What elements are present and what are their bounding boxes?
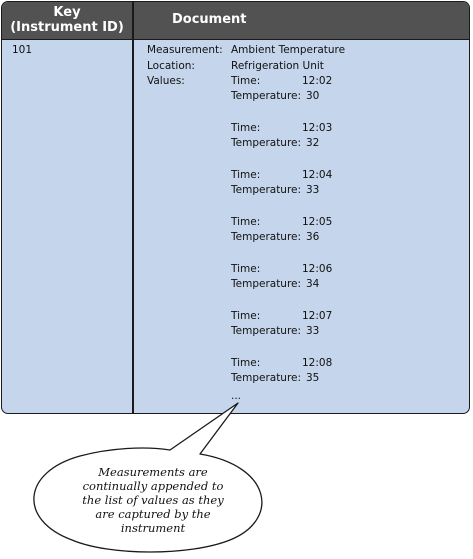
key-header-line2: (Instrument ID) <box>10 20 124 35</box>
reading-temp-label: Temperature: <box>231 184 302 196</box>
measurement-value: Ambient Temperature <box>231 44 346 56</box>
reading-time: 12:04 <box>302 169 333 181</box>
instrument-id: 101 <box>12 44 33 56</box>
reading-time: 12:03 <box>302 122 333 134</box>
callout-line: are captured by the <box>95 507 211 521</box>
reading-time-label: Time: <box>231 357 261 369</box>
reading-temp: 33 <box>306 325 320 337</box>
location-value: Refrigeration Unit <box>231 60 324 72</box>
reading-temp: 33 <box>306 184 320 196</box>
callout-line: continually appended to <box>82 479 224 493</box>
location-label: Location: <box>147 60 195 72</box>
reading-time-label: Time: <box>231 122 261 134</box>
callout-line: the list of values as they <box>82 493 224 507</box>
reading-temp: 30 <box>306 90 320 102</box>
reading-temp: 32 <box>306 137 320 149</box>
reading-temp-label: Temperature: <box>231 372 302 384</box>
callout-line: instrument <box>120 521 186 535</box>
reading-temp: 34 <box>306 278 320 290</box>
ellipsis: ... <box>231 390 242 402</box>
reading-temp: 35 <box>306 372 320 384</box>
reading-temp-label: Temperature: <box>231 231 302 243</box>
reading-time-label: Time: <box>231 263 261 275</box>
callout-text <box>50 465 256 535</box>
reading-time-label: Time: <box>231 75 261 87</box>
reading-time: 12:07 <box>302 310 333 322</box>
reading-temp-label: Temperature: <box>231 325 302 337</box>
reading-time: 12:08 <box>302 357 333 369</box>
callout-line: Measurements are <box>98 465 208 479</box>
key-header-line1: Key <box>53 5 81 20</box>
reading-time-label: Time: <box>231 216 261 228</box>
measurement-label: Measurement: <box>147 44 223 56</box>
reading-time: 12:02 <box>302 75 333 87</box>
reading-time-label: Time: <box>231 310 261 322</box>
reading-temp: 36 <box>306 231 320 243</box>
reading-temp-label: Temperature: <box>231 278 302 290</box>
values-label: Values: <box>147 75 185 87</box>
document-column-header: Document <box>172 12 247 27</box>
reading-temp-label: Temperature: <box>231 90 302 102</box>
reading-time: 12:05 <box>302 216 333 228</box>
reading-temp-label: Temperature: <box>231 137 302 149</box>
reading-time: 12:06 <box>302 263 333 275</box>
reading-time-label: Time: <box>231 169 261 181</box>
